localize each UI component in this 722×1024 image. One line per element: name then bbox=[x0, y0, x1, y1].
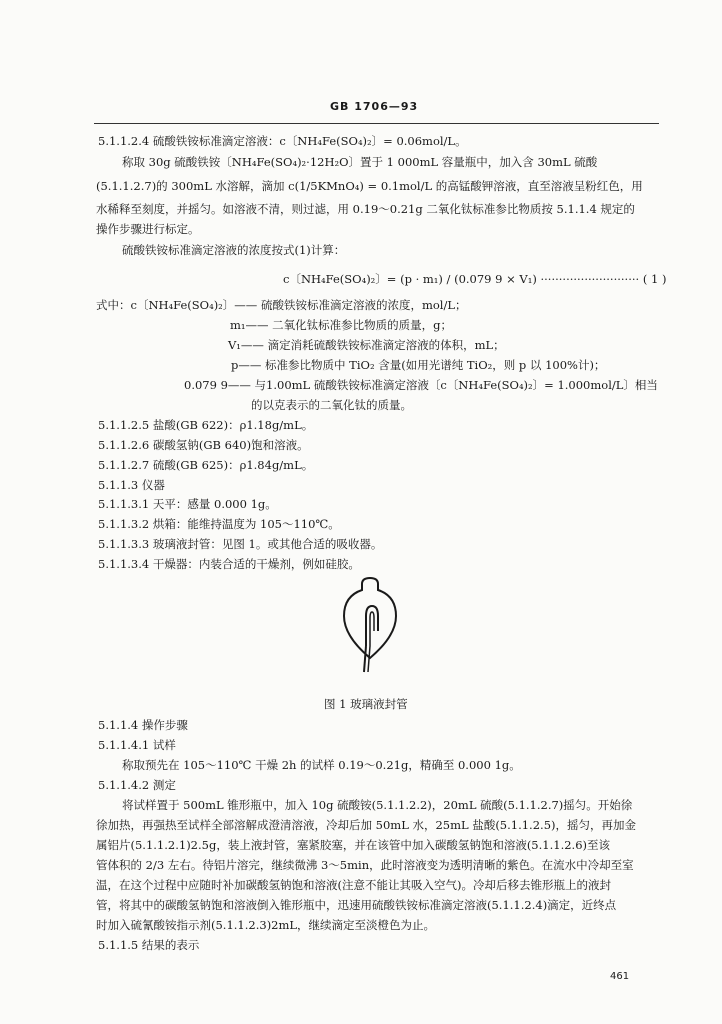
text-line: 操作步骤进行标定。 bbox=[96, 222, 200, 236]
text-line: 5.1.1.2.4 硫酸铁铵标准滴定溶液：c〔NH₄Fe(SO₄)₂〕= 0.06mol/L。 bbox=[98, 134, 467, 148]
text-line: 图 1 玻璃液封管 bbox=[324, 697, 408, 711]
text-line: (5.1.1.2.7)的 300mL 水溶解，滴加 c(1/5KMnO₄) = 0.1mol/L 的高锰酸钾溶液，直至溶液呈粉红色，用 bbox=[96, 179, 643, 193]
header-rule bbox=[94, 123, 659, 124]
text-line: 水稀释至刻度，并摇匀。如溶液不清，则过滤，用 0.19～0.21g 二氧化钛标准参比物质按 5.1.1.4 规定的 bbox=[96, 202, 635, 216]
text-line: 徐加热，再强热至试样全部溶解成澄清溶液，冷却后加 50mL 水，25mL 盐酸(5.1.1.2.5)，摇匀，再加金 bbox=[96, 818, 636, 832]
page-number: 461 bbox=[610, 971, 630, 982]
text-line: 5.1.1.3 仪器 bbox=[98, 478, 165, 492]
text-line: 式中：c〔NH₄Fe(SO₄)₂〕—— 硫酸铁铵标准滴定溶液的浓度，mol/L； bbox=[96, 298, 467, 312]
text-line: 5.1.1.5 结果的表示 bbox=[98, 938, 200, 952]
text-line: 温，在这个过程中应随时补加碳酸氢钠饱和溶液(注意不能让其吸入空气)。冷却后移去锥形瓶上的液封 bbox=[96, 878, 611, 892]
text-line: 管体积的 2/3 左右。待铝片溶完，继续微沸 3～5min，此时溶液变为透明清晰的紫色。在流水中冷却至室 bbox=[96, 858, 634, 872]
text-line: 属铝片(5.1.1.2.1)2.5g，装上液封管，塞紧胶塞，并在该管中加入碳酸氢钠饱和溶液(5.1.1.2.6)至该 bbox=[96, 838, 611, 852]
text-line: c〔NH₄Fe(SO₄)₂〕= (p · m₁) / (0.079 9 × V₁) ··························· ( 1 ) bbox=[283, 272, 667, 286]
text-line: 5.1.1.2.7 硫酸(GB 625)：ρ1.84g/mL。 bbox=[98, 458, 314, 472]
text-line: 硫酸铁铵标准滴定溶液的浓度按式(1)计算： bbox=[122, 243, 346, 257]
text-line: 时加入硫氰酸铵指示剂(5.1.1.2.3)2mL，继续滴定至淡橙色为止。 bbox=[96, 918, 436, 932]
text-line: 管，将其中的碳酸氢钠饱和溶液倒入锥形瓶中，迅速用硫酸铁铵标准滴定溶液(5.1.1.2.4)滴定，近终点 bbox=[96, 898, 617, 912]
text-line: 5.1.1.3.2 烘箱：能维持温度为 105～110℃。 bbox=[98, 517, 340, 531]
text-line: 5.1.1.3.4 干燥器：内装合适的干燥剂，例如硅胶。 bbox=[98, 557, 360, 571]
text-line: 5.1.1.4.1 试样 bbox=[98, 738, 176, 752]
text-line: 5.1.1.3.1 天平：感量 0.000 1g。 bbox=[98, 497, 277, 511]
text-line: 称取预先在 105～110℃ 干燥 2h 的试样 0.19～0.21g，精确至 0.000 1g。 bbox=[122, 758, 521, 772]
text-line: V₁—— 滴定消耗硫酸铁铵标准滴定溶液的体积，mL； bbox=[228, 338, 505, 352]
text-line: 5.1.1.4.2 测定 bbox=[98, 778, 176, 792]
text-line: 5.1.1.4 操作步骤 bbox=[98, 718, 188, 732]
text-line: m₁—— 二氧化钛标准参比物质的质量，g； bbox=[230, 318, 453, 332]
text-line: 称取 30g 硫酸铁铵〔NH₄Fe(SO₄)₂·12H₂O〕置于 1 000mL 容量瓶中，加入含 30mL 硫酸 bbox=[122, 155, 598, 169]
text-line: 的以克表示的二氧化钛的质量。 bbox=[251, 398, 412, 412]
glass-seal-tube-figure bbox=[340, 576, 400, 676]
text-line: 将试样置于 500mL 锥形瓶中，加入 10g 硫酸铵(5.1.1.2.2)，20mL 硫酸(5.1.1.2.7)摇匀。开始徐 bbox=[122, 798, 633, 812]
text-line: 5.1.1.3.3 玻璃液封管：见图 1。或其他合适的吸收器。 bbox=[98, 537, 383, 551]
text-line: 5.1.1.2.6 碳酸氢钠(GB 640)饱和溶液。 bbox=[98, 438, 309, 452]
text-line: p—— 标准参比物质中 TiO₂ 含量(如用光谱纯 TiO₂，则 p 以 100%计)； bbox=[231, 358, 606, 372]
text-line: 5.1.1.2.5 盐酸(GB 622)：ρ1.18g/mL。 bbox=[98, 418, 314, 432]
page-header: GB 1706—93 bbox=[330, 100, 419, 113]
text-line: 0.079 9—— 与1.00mL 硫酸铁铵标准滴定溶液〔c〔NH₄Fe(SO₄)₂〕= 1.000mol/L〕相当 bbox=[184, 378, 658, 392]
